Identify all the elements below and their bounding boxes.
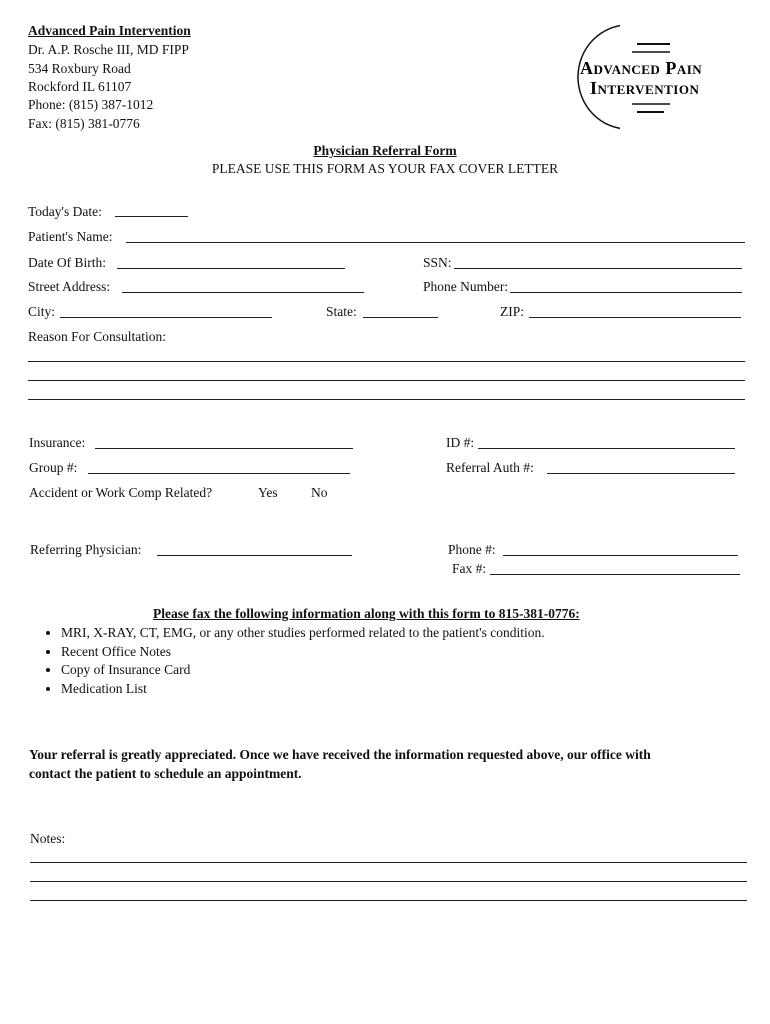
reason-line-2[interactable]	[28, 380, 745, 381]
zip-field[interactable]	[529, 317, 741, 318]
city-field[interactable]	[60, 317, 272, 318]
notes-line-3[interactable]	[30, 900, 747, 901]
referral-auth-label: Referral Auth #:	[446, 460, 534, 475]
patient-name-label: Patient's Name:	[28, 229, 113, 244]
header-fax: Fax: (815) 381-0776	[28, 116, 140, 131]
notes-line-1[interactable]	[30, 862, 747, 863]
fax-info-item: • Copy of Insurance Card	[61, 661, 545, 680]
city-label: City:	[28, 304, 56, 319]
state-field[interactable]	[363, 317, 438, 318]
form-subtitle: PLEASE USE THIS FORM AS YOUR FAX COVER LETTER	[211, 161, 559, 176]
referring-phone-label: Phone #:	[448, 542, 496, 557]
group-field[interactable]	[88, 473, 350, 474]
practice-name: Advanced Pain Intervention	[28, 23, 191, 38]
fax-info-item: • Medication List	[61, 680, 545, 699]
referring-phone-field[interactable]	[503, 555, 738, 556]
notes-label: Notes:	[30, 831, 66, 846]
todays-date-label: Today's Date:	[28, 204, 102, 219]
address-line-2: Rockford IL 61107	[28, 79, 132, 94]
ssn-field[interactable]	[454, 268, 742, 269]
reason-label: Reason For Consultation:	[28, 329, 166, 344]
id-field[interactable]	[478, 448, 735, 449]
ssn-label: SSN:	[423, 255, 452, 270]
fax-info-heading: Please fax the following information along with this form to 815-381-0776:	[153, 606, 580, 621]
street-address-label: Street Address:	[28, 279, 111, 294]
state-label: State:	[326, 304, 357, 319]
dob-field[interactable]	[117, 268, 345, 269]
id-label: ID #:	[446, 435, 475, 450]
referring-physician-label: Referring Physician:	[30, 542, 142, 557]
doctor-name: Dr. A.P. Rosche III, MD FIPP	[28, 42, 189, 57]
street-address-field[interactable]	[122, 292, 364, 293]
fax-info-list	[28, 624, 545, 698]
accident-label: Accident or Work Comp Related?	[29, 485, 213, 500]
insurance-label: Insurance:	[29, 435, 86, 450]
referring-physician-field[interactable]	[157, 555, 352, 556]
todays-date-field[interactable]	[115, 216, 188, 217]
phone-number-field[interactable]	[510, 292, 742, 293]
reason-line-1[interactable]	[28, 361, 745, 362]
patient-name-field[interactable]	[126, 242, 745, 243]
reason-line-3[interactable]	[28, 399, 745, 400]
notes-line-2[interactable]	[30, 881, 747, 882]
logo-line-2: Intervention	[590, 78, 700, 98]
accident-no-option[interactable]: No	[311, 485, 328, 500]
address-line-1: 534 Roxbury Road	[28, 61, 131, 76]
phone-number-label: Phone Number:	[423, 279, 509, 294]
zip-label: ZIP:	[500, 304, 525, 319]
referral-auth-field[interactable]	[547, 473, 735, 474]
header-phone: Phone: (815) 387-1012	[28, 97, 154, 112]
practice-logo	[572, 22, 756, 138]
closing-line-1: Your referral is greatly appreciated. Once we have received the information requested above, our office with	[29, 747, 651, 762]
form-title: Physician Referral Form	[313, 143, 457, 158]
group-label: Group #:	[29, 460, 78, 475]
referring-fax-label: Fax #:	[452, 561, 487, 576]
closing-line-2: contact the patient to schedule an appointment.	[29, 766, 302, 781]
dob-label: Date Of Birth:	[28, 255, 106, 270]
insurance-field[interactable]	[95, 448, 353, 449]
accident-yes-option[interactable]: Yes	[258, 485, 278, 500]
logo-line-1: Advanced Pain	[580, 58, 703, 78]
referring-fax-field[interactable]	[490, 574, 740, 575]
fax-info-item: • Recent Office Notes	[61, 643, 545, 662]
fax-info-item: • MRI, X-RAY, CT, EMG, or any other studies performed related to the patient's condition.	[61, 624, 545, 643]
